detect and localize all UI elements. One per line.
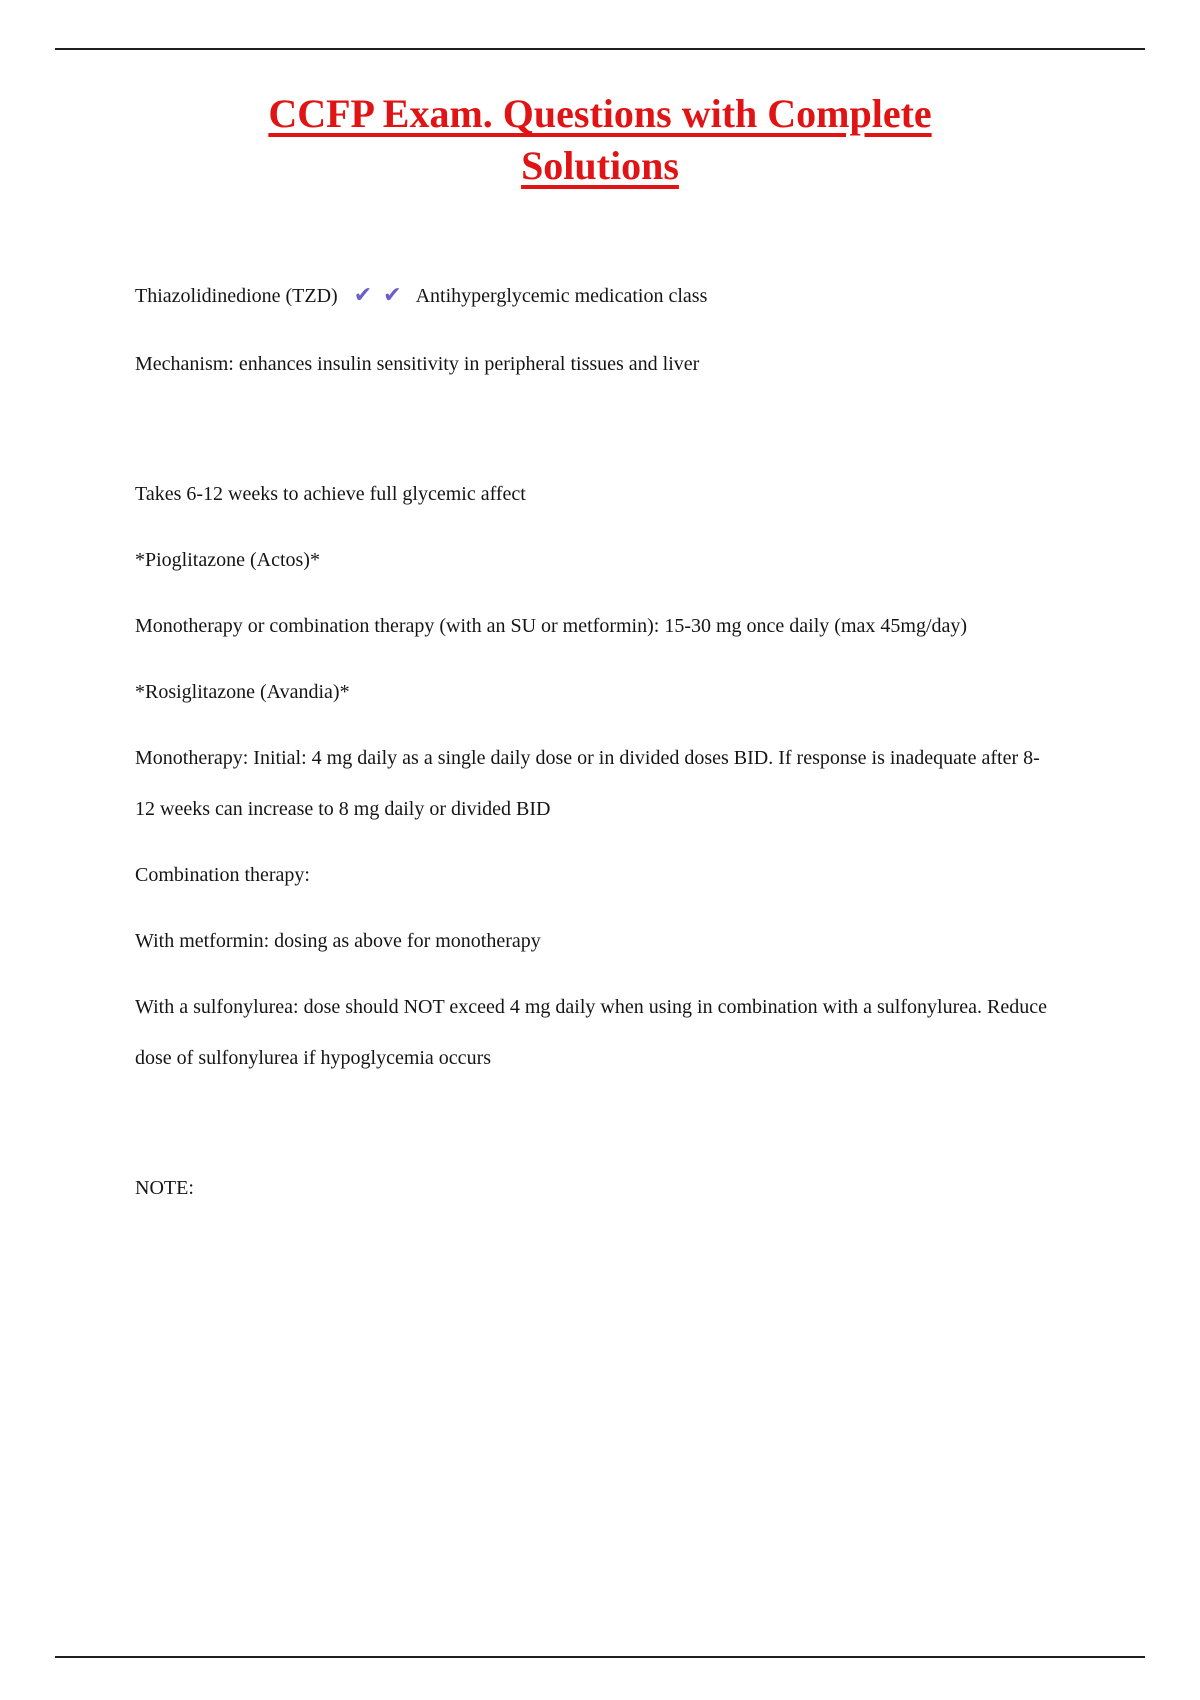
document-paragraph: With a sulfonylurea: dose should NOT exceed 4 mg daily when using in combination with a sulfonylurea. Reduce dose of sulfonylurea if hypoglycemia occurs — [135, 996, 1047, 1070]
blank-space — [135, 405, 1050, 469]
document-paragraph: Takes 6-12 weeks to achieve full glycemic affect — [135, 483, 526, 506]
bottom-divider — [55, 1656, 1145, 1658]
document-paragraph: *Rosiglitazone (Avandia)* — [135, 681, 350, 704]
page-title: CCFP Exam. Questions with Complete Solutions — [268, 91, 932, 188]
document-paragraph: With metformin: dosing as above for monotherapy — [135, 930, 541, 953]
qa-term: Thiazolidinedione (TZD) — [135, 285, 338, 307]
document-body — [0, 268, 1200, 1214]
qa-line — [135, 268, 1050, 324]
document-paragraph: Monotherapy: Initial: 4 mg daily as a single daily dose or in divided doses BID. If response is inadequate after 8-12 weeks can increase to 8 mg daily or divided BID — [135, 747, 1040, 821]
document-paragraph: NOTE: — [135, 1177, 194, 1200]
checkmark-icon: ✔ — [383, 283, 402, 308]
qa-answer: Antihyperglycemic medication class — [415, 285, 708, 307]
document-paragraph: Combination therapy: — [135, 864, 310, 887]
checkmark-icon: ✔ — [353, 283, 373, 308]
document-paragraph: Monotherapy or combination therapy (with an SU or metformin): 15-30 mg once daily (max 45mg/day) — [135, 615, 968, 638]
blank-space — [135, 1099, 1050, 1163]
top-divider — [55, 48, 1145, 50]
document-paragraph: Mechanism: enhances insulin sensitivity in peripheral tissues and liver — [135, 353, 700, 376]
document-paragraph: *Pioglitazone (Actos)* — [135, 549, 320, 572]
